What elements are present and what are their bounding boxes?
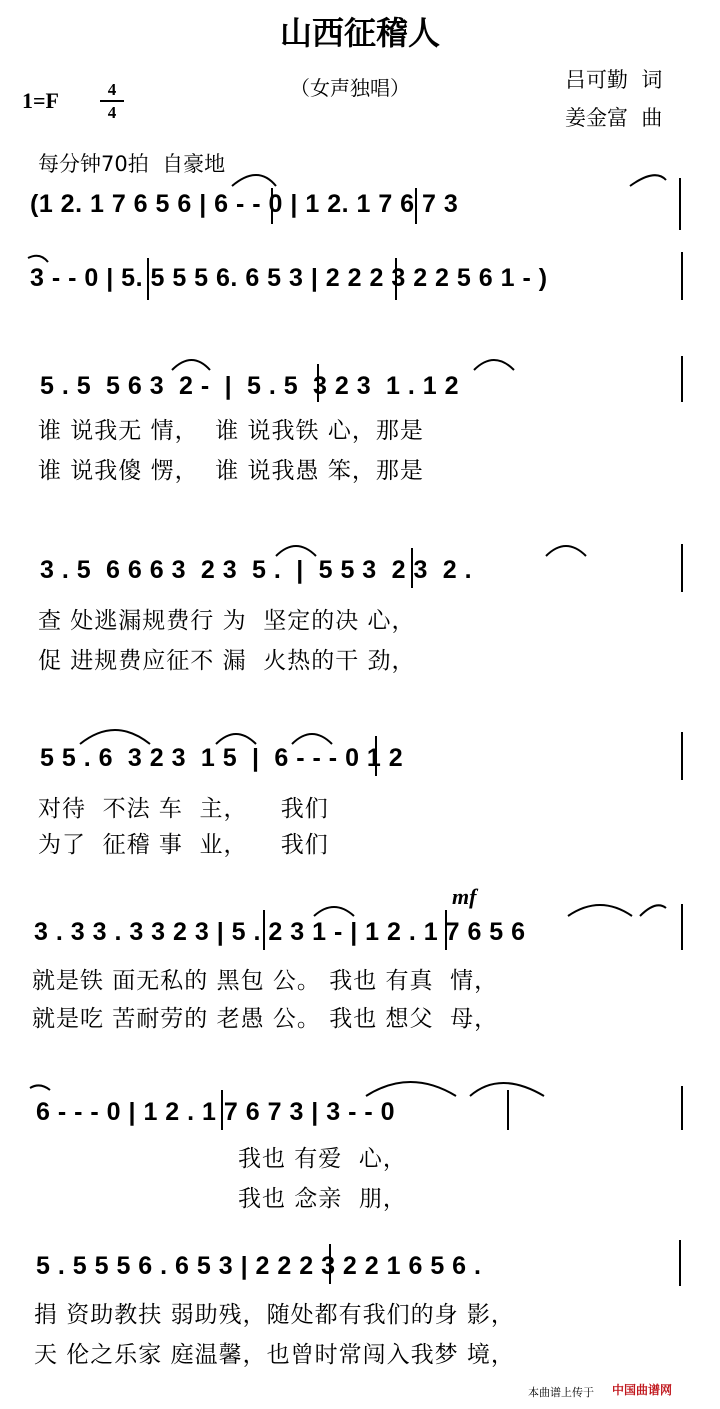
lyrics-line-7b: 我也 念亲 朋， xyxy=(238,1186,407,1212)
slur xyxy=(216,734,256,744)
dynamic-marking: mf xyxy=(452,884,477,909)
slur xyxy=(630,175,666,186)
notes-line-6: 3 . 3 3 . 3 3 2 3 | 5 . 2 3 1 - | 1 2 . 1 7 6 5 6 xyxy=(34,918,526,946)
lyrics-line-3b: 谁 说我傻 愣， 谁 说我愚 笨，那是 xyxy=(38,458,424,484)
lyricist-credit: 吕可勤 词 xyxy=(565,68,663,92)
slur xyxy=(276,546,316,556)
lyrics-line-3a: 谁 说我无 情， 谁 说我铁 心，那是 xyxy=(38,418,424,444)
notes-line-4: 3 . 5 6 6 6 3 2 3 5 . | 5 5 3 2 3 2 . xyxy=(40,556,473,584)
lyrics-line-8b: 天 伦之乐家 庭温馨，也曾时常闯入我梦 境， xyxy=(34,1342,515,1368)
slur xyxy=(232,175,276,186)
slur xyxy=(292,734,332,744)
notes-line-3: 5 . 5 5 6 3 2 - | 5 . 5 3 2 3 1 . 1 2 xyxy=(40,372,460,400)
performance-note: （女声独唱） xyxy=(290,76,410,100)
lyrics-line-7a: 我也 有爱 心， xyxy=(238,1146,407,1172)
slur xyxy=(172,360,210,370)
slur xyxy=(314,907,354,916)
time-signature-bottom: 4 xyxy=(107,103,117,122)
notes-line-2: 3 - - 0 | 5. 5 5 5 6. 6 5 3 | 2 2 2 3 2 2 5 6 1 - ) xyxy=(30,264,548,292)
lyrics-line-4a: 查 处逃漏规费行 为 坚定的决 心， xyxy=(38,608,416,634)
slur xyxy=(80,730,150,744)
notes-line-8: 5 . 5 5 5 6 . 6 5 3 | 2 2 2 3 2 2 1 6 5 6 . xyxy=(36,1252,482,1280)
notes-line-5: 5 5 . 6 3 2 3 1 5 | 6 - - - 0 1 2 xyxy=(40,744,404,772)
site-logo: 中国曲谱网 xyxy=(612,1383,673,1397)
upload-note: 本曲谱上传于 xyxy=(528,1386,594,1399)
lyrics-line-4b: 促 进规费应征不 漏 火热的干 劲， xyxy=(38,648,416,674)
key-signature: 1=F xyxy=(22,88,59,113)
song-title: 山西征稽人 xyxy=(279,14,440,52)
slur xyxy=(28,256,48,262)
slur xyxy=(546,546,586,556)
slur xyxy=(30,1085,50,1090)
slur xyxy=(568,905,632,916)
time-signature-top: 4 xyxy=(107,80,117,99)
slur xyxy=(640,905,666,916)
tempo-marking: 每分钟70拍 自豪地 xyxy=(38,152,226,176)
lyrics-line-5b: 为了 征稽 事 业， 我们 xyxy=(38,832,329,858)
composer-credit: 姜金富 曲 xyxy=(565,106,663,130)
lyrics-line-8a: 捐 资助教扶 弱助残，随处都有我们的身 影， xyxy=(34,1302,515,1328)
notes-line-7: 6 - - - 0 | 1 2 . 1 7 6 7 3 | 3 - - 0 xyxy=(36,1098,396,1126)
notes-line-1: (1 2. 1 7 6 5 6 | 6 - - 0 | 1 2. 1 7 6 7 3 xyxy=(30,190,459,218)
lyrics-line-6a: 就是铁 面无私的 黑包 公。 我也 有真 情， xyxy=(32,968,499,994)
slur xyxy=(474,360,514,370)
lyrics-line-6b: 就是吃 苦耐劳的 老愚 公。 我也 想父 母， xyxy=(32,1006,499,1032)
slur xyxy=(366,1082,456,1096)
lyrics-line-5a: 对待 不法 车 主， 我们 xyxy=(38,796,329,822)
